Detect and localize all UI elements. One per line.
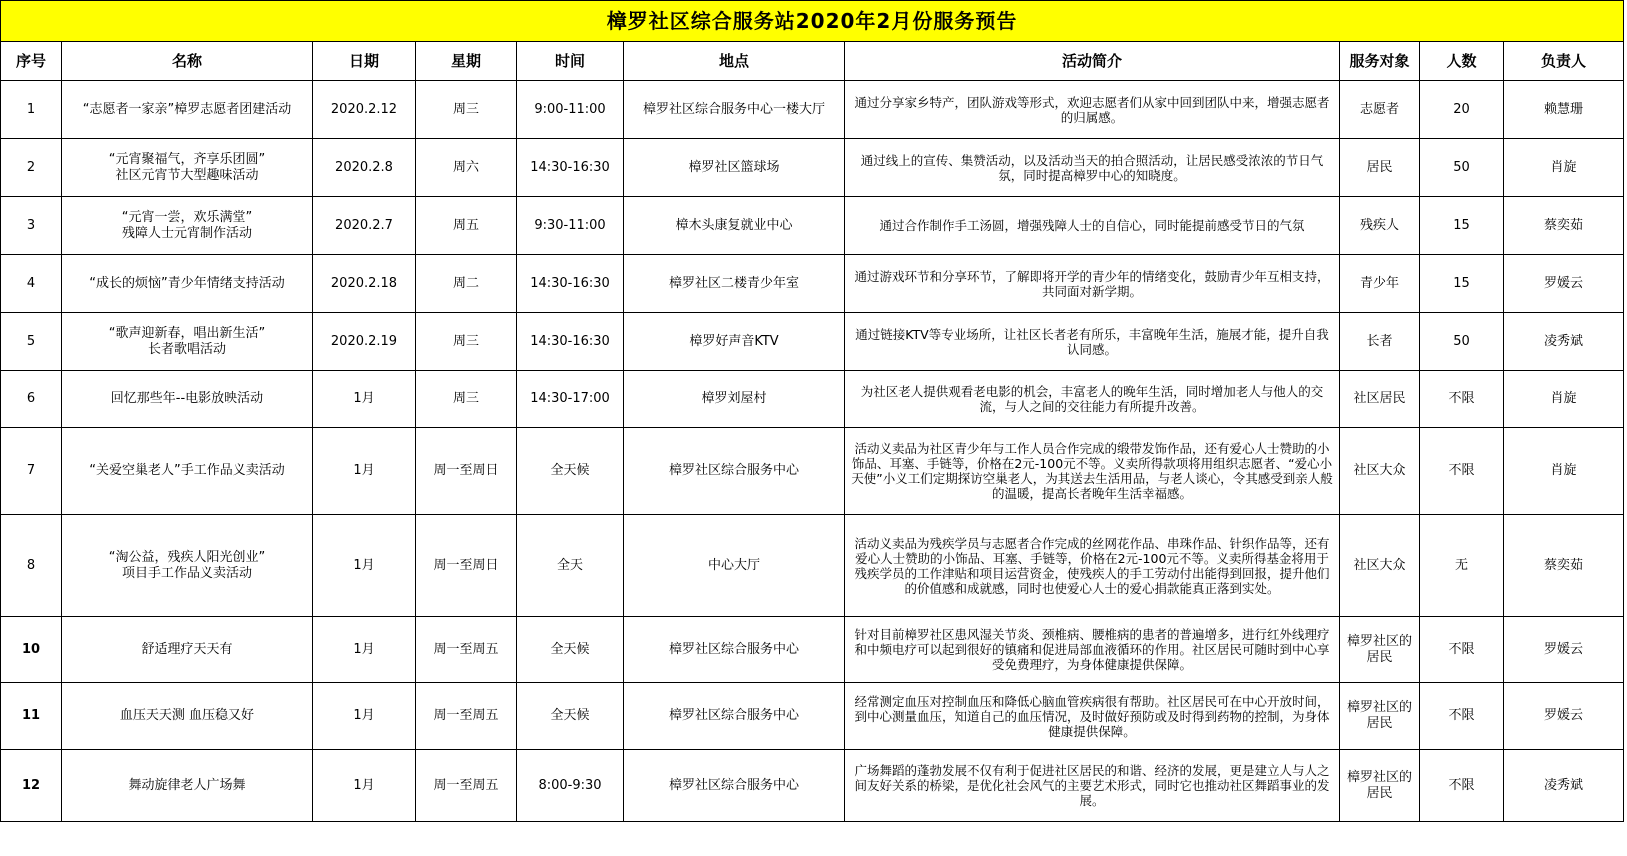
header-name: 名称 <box>62 42 313 81</box>
header-target: 服务对象 <box>1340 42 1420 81</box>
cell-desc: 通过分享家乡特产，团队游戏等形式，欢迎志愿者们从家中回到团队中来，增强志愿者的归属感。 <box>845 81 1340 139</box>
cell-id: 8 <box>1 515 62 617</box>
cell-id: 4 <box>1 255 62 313</box>
cell-id: 3 <box>1 197 62 255</box>
cell-time: 8:00-9:30 <box>517 750 624 822</box>
cell-target: 樟罗社区的居民 <box>1340 683 1420 750</box>
cell-date: 1月 <box>313 515 416 617</box>
cell-weekday: 周三 <box>416 313 517 371</box>
header-id: 序号 <box>1 42 62 81</box>
cell-weekday: 周一至周五 <box>416 617 517 683</box>
cell-place: 樟罗社区综合服务中心 <box>624 683 845 750</box>
cell-owner: 蔡奕茹 <box>1504 197 1624 255</box>
cell-owner: 肖旋 <box>1504 428 1624 515</box>
cell-time: 全天候 <box>517 617 624 683</box>
cell-target: 残疾人 <box>1340 197 1420 255</box>
cell-date: 2020.2.7 <box>313 197 416 255</box>
header-time: 时间 <box>517 42 624 81</box>
cell-weekday: 周三 <box>416 371 517 428</box>
cell-name: 舒适理疗天天有 <box>62 617 313 683</box>
cell-date: 2020.2.8 <box>313 139 416 197</box>
header-row <box>1 42 1624 81</box>
cell-place: 中心大厅 <box>624 515 845 617</box>
cell-place: 樟罗刘屋村 <box>624 371 845 428</box>
cell-weekday: 周三 <box>416 81 517 139</box>
table-row <box>1 371 1624 428</box>
table-row <box>1 515 1624 617</box>
cell-desc: 活动义卖品为社区青少年与工作人员合作完成的缎带发饰作品，还有爱心人士赞助的小饰品、耳塞、手链等，价格在2元-100元不等。义卖所得款项将用组织志愿者、“爱心小天使”小义工们定期探访空巢老人，为其送去生活用品，与老人谈心，令其感受到亲人般的温暖，提高长者晚年生活幸福感。 <box>845 428 1340 515</box>
cell-time: 14:30-16:30 <box>517 255 624 313</box>
header-place: 地点 <box>624 42 845 81</box>
cell-id: 11 <box>1 683 62 750</box>
cell-desc: 通过合作制作手工汤圆，增强残障人士的自信心，同时能提前感受节日的气氛 <box>845 197 1340 255</box>
cell-owner: 罗媛云 <box>1504 255 1624 313</box>
cell-target: 樟罗社区的居民 <box>1340 617 1420 683</box>
header-weekday: 星期 <box>416 42 517 81</box>
cell-target: 长者 <box>1340 313 1420 371</box>
cell-weekday: 周一至周五 <box>416 683 517 750</box>
cell-place: 樟罗好声音KTV <box>624 313 845 371</box>
cell-name: “歌声迎新春，唱出新生活” 长者歌唱活动 <box>62 313 313 371</box>
cell-owner: 赖慧珊 <box>1504 81 1624 139</box>
cell-owner: 肖旋 <box>1504 139 1624 197</box>
cell-owner: 肖旋 <box>1504 371 1624 428</box>
cell-place: 樟罗社区综合服务中心 <box>624 750 845 822</box>
cell-owner: 凌秀斌 <box>1504 313 1624 371</box>
cell-count: 不限 <box>1420 750 1504 822</box>
cell-id: 6 <box>1 371 62 428</box>
table-row <box>1 750 1624 822</box>
cell-date: 1月 <box>313 428 416 515</box>
cell-name: “元宵一尝，欢乐满堂” 残障人士元宵制作活动 <box>62 197 313 255</box>
cell-time: 14:30-16:30 <box>517 139 624 197</box>
cell-place: 樟罗社区综合服务中心一楼大厅 <box>624 81 845 139</box>
cell-id: 7 <box>1 428 62 515</box>
header-date: 日期 <box>313 42 416 81</box>
cell-desc: 活动义卖品为残疾学员与志愿者合作完成的丝网花作品、串珠作品、针织作品等，还有爱心人士赞助的小饰品、耳塞、手链等，价格在2元-100元不等。义卖所得基金将用于残疾学员的工作津贴和项目运营资金，使残疾人的手工劳动付出能得到回报，提升他们的价值感和成就感，同时也使爱心人士的爱心捐款能真正落到实处。 <box>845 515 1340 617</box>
cell-count: 15 <box>1420 255 1504 313</box>
cell-weekday: 周一至周日 <box>416 515 517 617</box>
table-row <box>1 255 1624 313</box>
table-row <box>1 617 1624 683</box>
cell-owner: 罗媛云 <box>1504 617 1624 683</box>
cell-time: 全天候 <box>517 428 624 515</box>
cell-weekday: 周一至周日 <box>416 428 517 515</box>
cell-owner: 蔡奕茹 <box>1504 515 1624 617</box>
header-desc: 活动简介 <box>845 42 1340 81</box>
cell-place: 樟罗社区综合服务中心 <box>624 428 845 515</box>
cell-desc: 针对目前樟罗社区患风湿关节炎、颈椎病、腰椎病的患者的普遍增多，进行红外线理疗和中频电疗可以起到很好的镇痛和促进局部血液循环的作用。社区居民可随时到中心享受免费理疗，为身体健康提供保障。 <box>845 617 1340 683</box>
cell-target: 志愿者 <box>1340 81 1420 139</box>
cell-weekday: 周六 <box>416 139 517 197</box>
cell-name: “淘公益，残疾人阳光创业” 项目手工作品义卖活动 <box>62 515 313 617</box>
cell-name: “关爱空巢老人”手工作品义卖活动 <box>62 428 313 515</box>
cell-date: 1月 <box>313 750 416 822</box>
cell-owner: 罗媛云 <box>1504 683 1624 750</box>
table-row <box>1 81 1624 139</box>
cell-id: 2 <box>1 139 62 197</box>
cell-time: 14:30-17:00 <box>517 371 624 428</box>
cell-count: 不限 <box>1420 428 1504 515</box>
cell-name: “元宵聚福气，齐享乐团圆” 社区元宵节大型趣味活动 <box>62 139 313 197</box>
cell-id: 12 <box>1 750 62 822</box>
cell-date: 1月 <box>313 617 416 683</box>
cell-time: 9:30-11:00 <box>517 197 624 255</box>
cell-date: 2020.2.18 <box>313 255 416 313</box>
cell-target: 社区居民 <box>1340 371 1420 428</box>
table-row <box>1 428 1624 515</box>
cell-name: “成长的烦恼”青少年情绪支持活动 <box>62 255 313 313</box>
cell-weekday: 周一至周五 <box>416 750 517 822</box>
cell-time: 14:30-16:30 <box>517 313 624 371</box>
cell-id: 5 <box>1 313 62 371</box>
cell-count: 无 <box>1420 515 1504 617</box>
cell-time: 全天 <box>517 515 624 617</box>
cell-id: 10 <box>1 617 62 683</box>
cell-target: 社区大众 <box>1340 428 1420 515</box>
cell-count: 20 <box>1420 81 1504 139</box>
cell-date: 2020.2.19 <box>313 313 416 371</box>
cell-desc: 为社区老人提供观看老电影的机会，丰富老人的晚年生活，同时增加老人与他人的交流，与人之间的交往能力有所提升改善。 <box>845 371 1340 428</box>
cell-count: 不限 <box>1420 683 1504 750</box>
cell-date: 2020.2.12 <box>313 81 416 139</box>
cell-desc: 广场舞蹈的蓬勃发展不仅有利于促进社区居民的和谐、经济的发展，更是建立人与人之间友好关系的桥梁，是优化社会风气的主要艺术形式，同时它也推动社区舞蹈事业的发展。 <box>845 750 1340 822</box>
cell-target: 居民 <box>1340 139 1420 197</box>
cell-desc: 通过线上的宣传、集赞活动，以及活动当天的拍合照活动，让居民感受浓浓的节日气氛，同时提高樟罗中心的知晓度。 <box>845 139 1340 197</box>
header-owner: 负责人 <box>1504 42 1624 81</box>
cell-desc: 通过链接KTV等专业场所，让社区长者老有所乐，丰富晚年生活，施展才能，提升自我认同感。 <box>845 313 1340 371</box>
table-row <box>1 139 1624 197</box>
cell-target: 青少年 <box>1340 255 1420 313</box>
cell-name: 血压天天测 血压稳又好 <box>62 683 313 750</box>
cell-count: 不限 <box>1420 371 1504 428</box>
header-count: 人数 <box>1420 42 1504 81</box>
sheet-title: 樟罗社区综合服务站2020年2月份服务预告 <box>1 1 1624 42</box>
cell-date: 1月 <box>313 371 416 428</box>
cell-place: 樟罗社区篮球场 <box>624 139 845 197</box>
cell-date: 1月 <box>313 683 416 750</box>
cell-weekday: 周五 <box>416 197 517 255</box>
cell-name: 舞动旋律老人广场舞 <box>62 750 313 822</box>
table-row <box>1 683 1624 750</box>
cell-place: 樟罗社区综合服务中心 <box>624 617 845 683</box>
cell-desc: 经常测定血压对控制血压和降低心脑血管疾病很有帮助。社区居民可在中心开放时间，到中心测量血压，知道自己的血压情况，及时做好预防或及时得到药物的控制，为身体健康提供保障。 <box>845 683 1340 750</box>
cell-target: 樟罗社区的居民 <box>1340 750 1420 822</box>
cell-target: 社区大众 <box>1340 515 1420 617</box>
cell-name: “志愿者一家亲”樟罗志愿者团建活动 <box>62 81 313 139</box>
table-row <box>1 313 1624 371</box>
cell-count: 15 <box>1420 197 1504 255</box>
cell-count: 不限 <box>1420 617 1504 683</box>
cell-place: 樟木头康复就业中心 <box>624 197 845 255</box>
cell-count: 50 <box>1420 313 1504 371</box>
cell-name: 回忆那些年--电影放映活动 <box>62 371 313 428</box>
cell-count: 50 <box>1420 139 1504 197</box>
cell-desc: 通过游戏环节和分享环节，了解即将开学的青少年的情绪变化，鼓励青少年互相支持，共同面对新学期。 <box>845 255 1340 313</box>
cell-place: 樟罗社区二楼青少年室 <box>624 255 845 313</box>
cell-owner: 凌秀斌 <box>1504 750 1624 822</box>
cell-weekday: 周二 <box>416 255 517 313</box>
cell-time: 9:00-11:00 <box>517 81 624 139</box>
table-row <box>1 197 1624 255</box>
cell-time: 全天候 <box>517 683 624 750</box>
cell-id: 1 <box>1 81 62 139</box>
